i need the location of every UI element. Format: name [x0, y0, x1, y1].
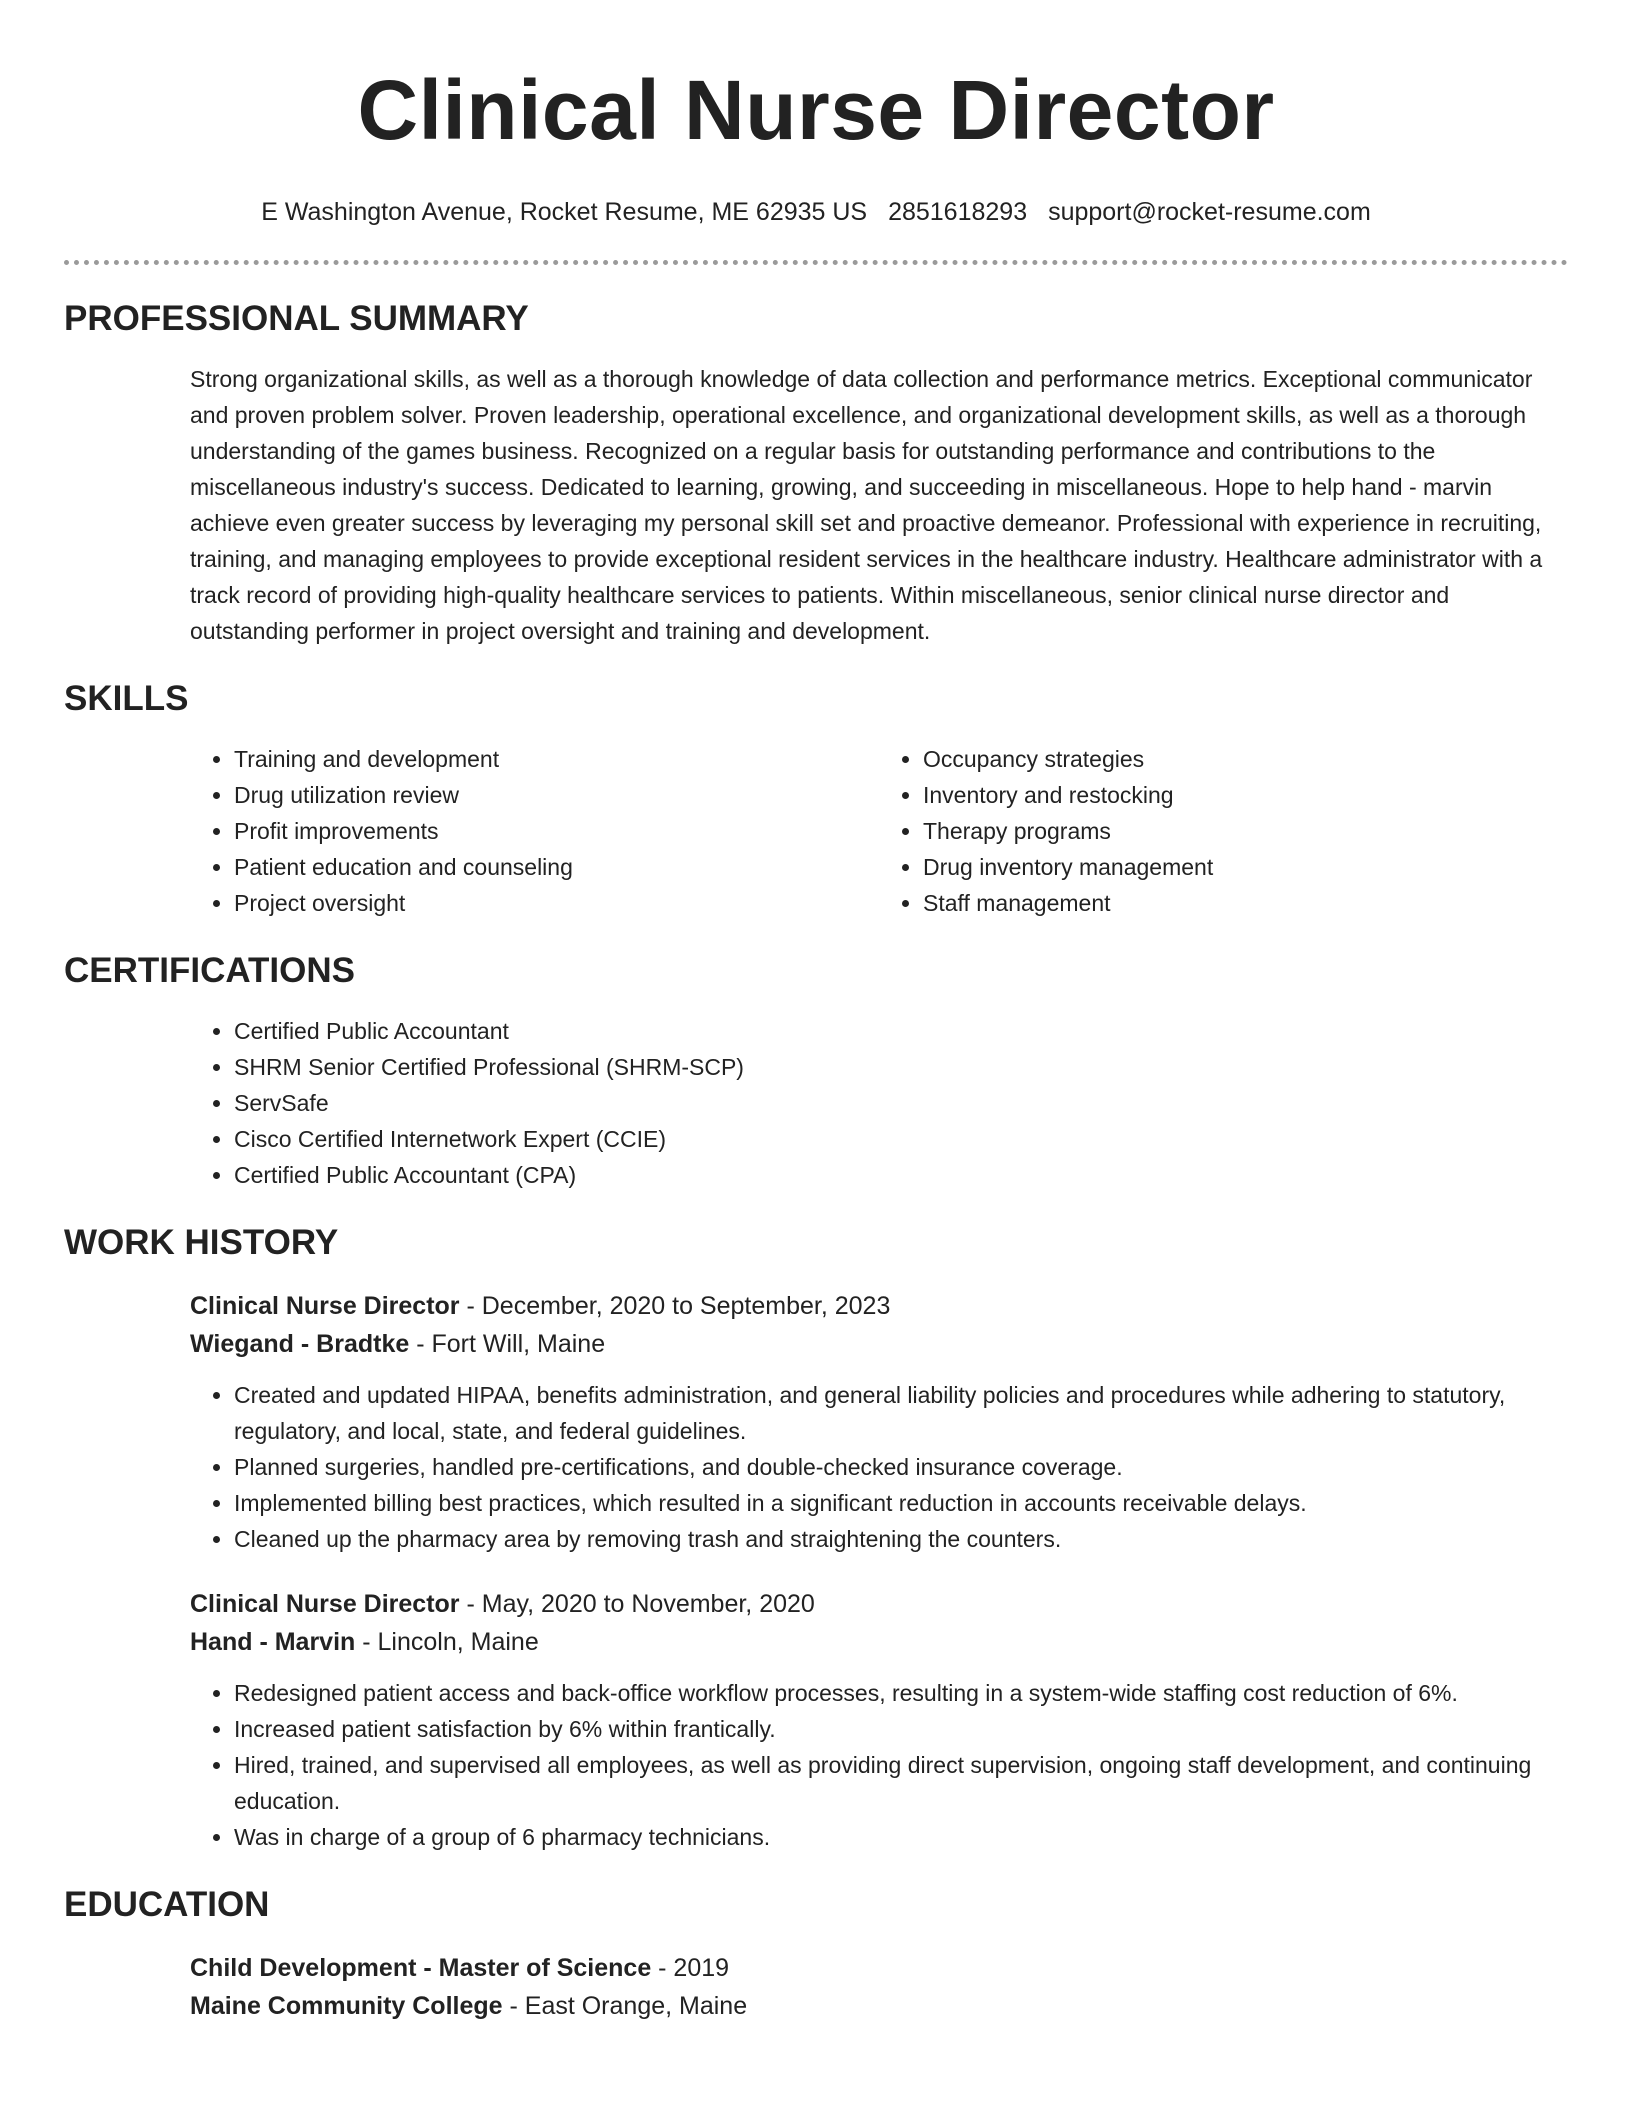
- job-bullet: • Increased patient satisfaction by 6% within frantically.: [234, 1711, 1568, 1747]
- job-entry: [190, 1585, 1568, 1855]
- skill-item: • Drug inventory management: [923, 849, 1568, 885]
- job-bullet: • Hired, trained, and supervised all employees, as well as providing direct supervision, ongoing staff development, and continuing education.: [234, 1747, 1568, 1819]
- job-org-line: [190, 1325, 1568, 1363]
- certifications-list: [190, 1013, 1568, 1193]
- contact-phone: 2851618293: [888, 198, 1028, 226]
- certification-item: • Cisco Certified Internetwork Expert (CCIE): [234, 1121, 1568, 1157]
- job-title-line: [190, 1287, 1568, 1325]
- skills-section: [64, 677, 1568, 921]
- education-entry: [190, 1949, 1568, 2025]
- job-title: Clinical Nurse Director: [190, 1590, 460, 1618]
- job-location: - Fort Will, Maine: [409, 1330, 606, 1358]
- job-bullets: [190, 1675, 1568, 1855]
- skill-item: • Therapy programs: [923, 813, 1568, 849]
- skill-item: • Occupancy strategies: [923, 741, 1568, 777]
- education-degree-line: [190, 1949, 1568, 1987]
- contact-line: [64, 196, 1568, 228]
- resume-name: Clinical Nurse Director: [357, 63, 1275, 157]
- education-location: - East Orange, Maine: [502, 1992, 748, 2020]
- certification-item: • Certified Public Accountant (CPA): [234, 1157, 1568, 1193]
- certification-item: • SHRM Senior Certified Professional (SHRM-SCP): [234, 1049, 1568, 1085]
- education-degree: Child Development - Master of Science: [190, 1954, 652, 1982]
- job-location: - Lincoln, Maine: [355, 1628, 539, 1656]
- job-bullet: • Cleaned up the pharmacy area by removing trash and straightening the counters.: [234, 1521, 1568, 1557]
- skills-list-left: [190, 741, 879, 921]
- job-bullets: [190, 1377, 1568, 1557]
- contact-email: support@rocket-resume.com: [1048, 198, 1371, 226]
- education-school-line: [190, 1987, 1568, 2025]
- skill-item: • Staff management: [923, 885, 1568, 921]
- job-dates: - May, 2020 to November, 2020: [459, 1590, 815, 1618]
- certification-item: • Certified Public Accountant: [234, 1013, 1568, 1049]
- skill-item: • Project oversight: [234, 885, 879, 921]
- skill-item: • Inventory and restocking: [923, 777, 1568, 813]
- certifications-title: CERTIFICATIONS: [64, 951, 356, 990]
- certification-item: • ServSafe: [234, 1085, 1568, 1121]
- education-title: EDUCATION: [64, 1885, 270, 1924]
- summary-section: [64, 297, 1568, 649]
- skills-grid: [190, 741, 1568, 921]
- job-org-line: [190, 1623, 1568, 1661]
- job-dates: - December, 2020 to September, 2023: [459, 1292, 891, 1320]
- job-title: Clinical Nurse Director: [190, 1292, 460, 1320]
- summary-title: PROFESSIONAL SUMMARY: [64, 299, 529, 338]
- skill-item: • Patient education and counseling: [234, 849, 879, 885]
- job-bullet: • Implemented billing best practices, which resulted in a significant reduction in accounts receivable delays.: [234, 1485, 1568, 1521]
- certifications-section: [64, 949, 1568, 1193]
- contact-address: E Washington Avenue, Rocket Resume, ME 62935 US: [261, 198, 868, 226]
- job-bullet: • Planned surgeries, handled pre-certifications, and double-checked insurance coverage.: [234, 1449, 1568, 1485]
- skill-item: • Profit improvements: [234, 813, 879, 849]
- job-bullet: • Was in charge of a group of 6 pharmacy technicians.: [234, 1819, 1568, 1855]
- education-school: Maine Community College: [190, 1992, 503, 2020]
- skills-title: SKILLS: [64, 679, 189, 718]
- education-year: - 2019: [651, 1954, 730, 1982]
- job-entry: [190, 1287, 1568, 1557]
- skill-item: • Training and development: [234, 741, 879, 777]
- header-divider: [64, 260, 1568, 265]
- skill-item: • Drug utilization review: [234, 777, 879, 813]
- job-title-line: [190, 1585, 1568, 1623]
- job-company: Wiegand - Bradtke: [190, 1330, 410, 1358]
- job-bullet: • Created and updated HIPAA, benefits administration, and general liability policies and procedures while adhering to statutory, regulatory, and local, state, and federal guidelines.: [234, 1377, 1568, 1449]
- skills-list-right: [879, 741, 1568, 921]
- job-company: Hand - Marvin: [190, 1628, 356, 1656]
- job-bullet: • Redesigned patient access and back-office workflow processes, resulting in a system-wide staffing cost reduction of 6%.: [234, 1675, 1568, 1711]
- education-section: [64, 1883, 1568, 2025]
- summary-text: Strong organizational skills, as well as a thorough knowledge of data collection and performance metrics. Exceptional communicator and proven problem solver. Proven leadership, operational excellence, and organizational development skills, as well as a thorough understanding of the games business. Recognized on a regular basis for outstanding performance and contributions to the miscellaneous industry's success. Dedicated to learning, growing, and succeeding in miscellaneous. Hope to help hand - marvin achieve even greater success by leveraging my personal skill set and proactive demeanor. Professional with experience in recruiting, training, and managing employees to provide exceptional resident services in the healthcare industry. Healthcare administrator with a track record of providing high-quality healthcare services to patients. Within miscellaneous, senior clinical nurse director and outstanding performer in project oversight and training and development.: [190, 366, 1543, 644]
- work-history-section: [64, 1221, 1568, 1855]
- work-history-title: WORK HISTORY: [64, 1223, 339, 1262]
